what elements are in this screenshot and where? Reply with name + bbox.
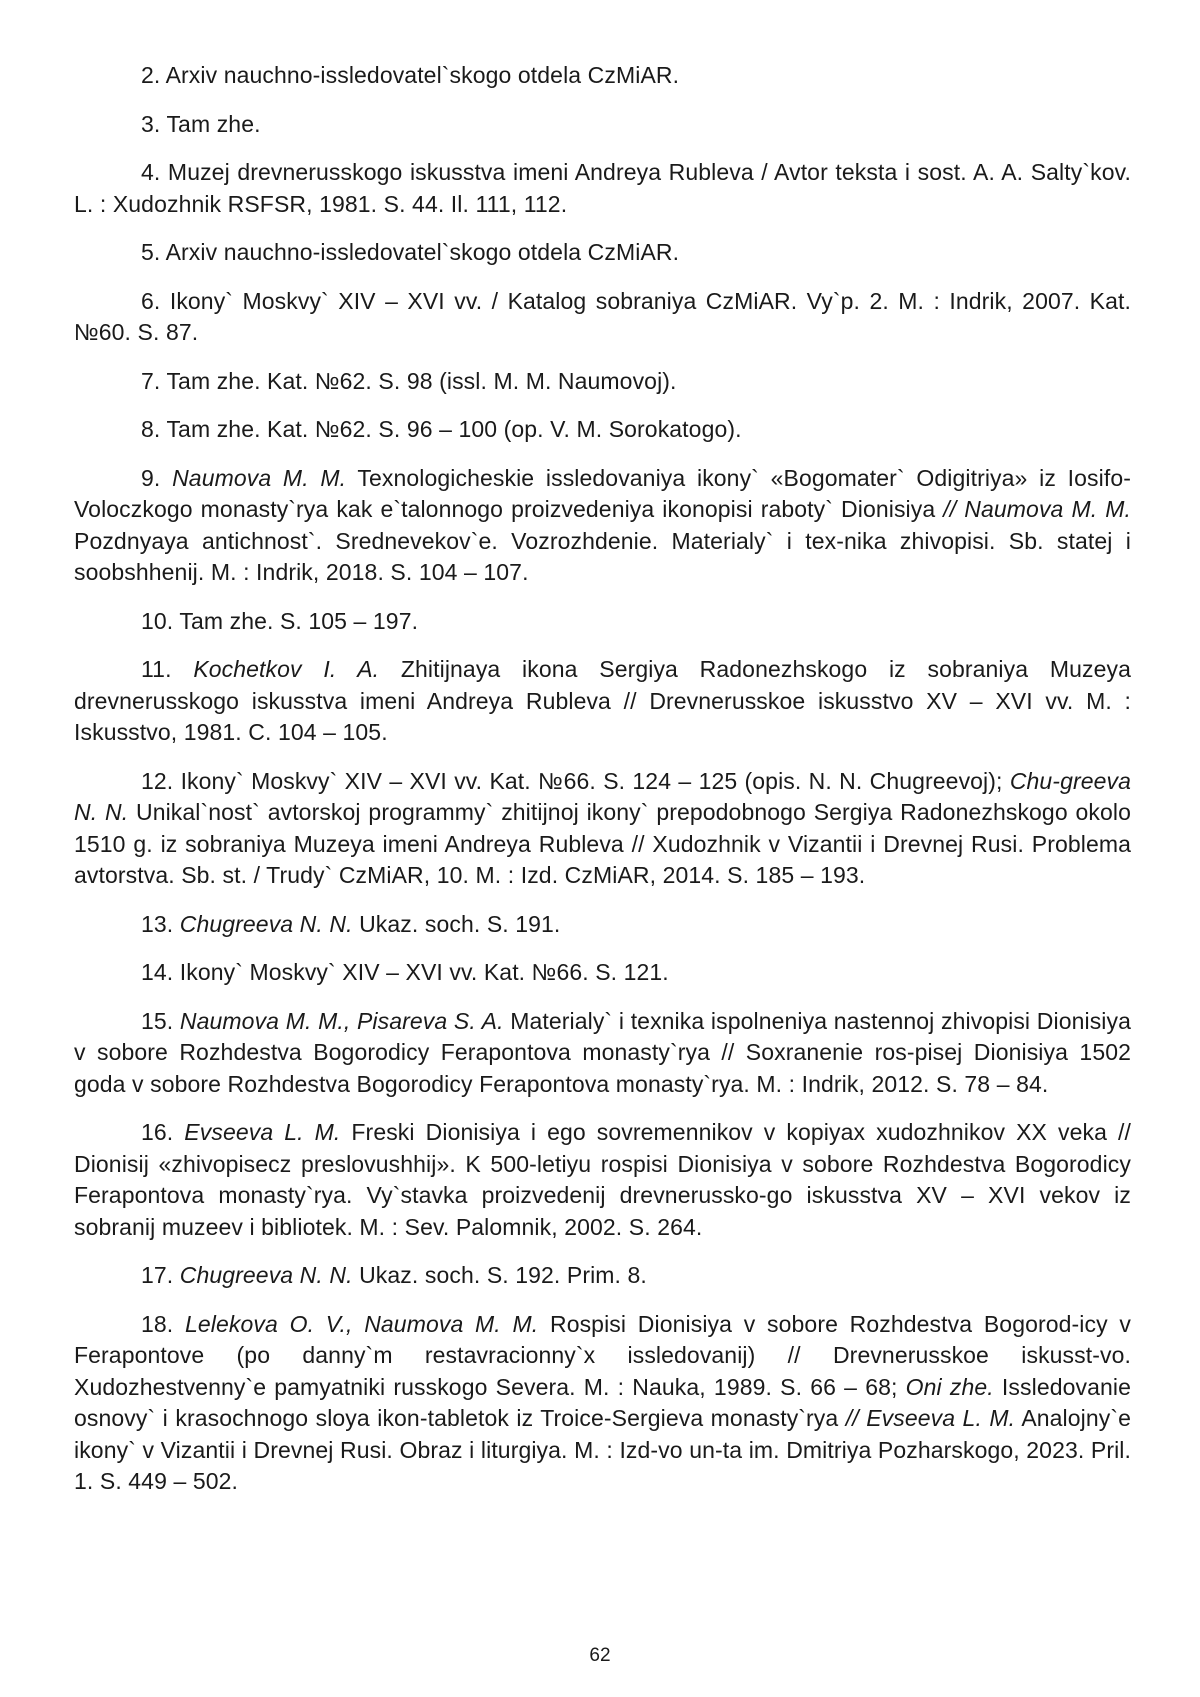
endnote-text: 8. Tam zhe. Kat. №62. S. 96 – 100 (op. V. M. Sorokatogo). [141, 416, 742, 442]
endnote-text: Ukaz. soch. S. 191. [352, 910, 561, 937]
endnote-text: 6. Ikony` Moskvy` XIV – XVI vv. / Katalog sobraniya CzMiAR. Vy`p. 2. M. : Indrik, 2007. Kat. №60. S. 87. [74, 287, 1131, 345]
endnote-text: Issledovanie osnovy` i krasochnogo sloya ikon-tabletok iz Troice-Sergieva monasty`rya [74, 1373, 1131, 1431]
endnote-text: 16. [141, 1119, 185, 1145]
endnote [74, 1260, 1131, 1292]
endnote-author: Naumova M. M. [172, 464, 347, 491]
endnote [74, 237, 1131, 269]
endnote-text: 7. Tam zhe. Kat. №62. S. 98 (issl. M. M. Naumovoj). [141, 367, 677, 394]
endnote [74, 60, 1131, 92]
endnote [74, 286, 1131, 349]
endnote-text: 2. Arxiv nauchno-issledovatel`skogo otdela CzMiAR. [141, 62, 680, 88]
endnote-text: 10. Tam zhe. S. 105 – 197. [141, 607, 419, 634]
endnote-author: Lelekova O. V., Naumova M. M. [185, 1310, 539, 1337]
endnote [74, 606, 1131, 638]
endnote-text: 13. [141, 910, 180, 937]
endnote-author: // Naumova M. M. [943, 496, 1131, 522]
endnote-text: 3. Tam zhe. [141, 110, 261, 137]
endnote-text: Zhitijnaya ikona Sergiya Radonezhskogo iz sobraniya Muzeya drevnerusskogo iskusstva imeni Andreya Rubleva // Drevnerusskoe iskusstvo XV – XVI vv. M. : Iskusstvo, 1981. C. 104 – 105. [74, 656, 1131, 745]
endnote [74, 1006, 1131, 1101]
endnote [74, 414, 1131, 446]
endnote-text: Materialy` i texnika ispolneniya nastennoj zhivopisi Dionisiya v sobore Rozhdestva Bogorodicy Ferapontova monasty`rya // Soxranenie ros-pisej Dionisiya 1502 goda v sobore Rozhdestva Bogorodicy Ferapontova monasty`rya. M. : Indrik, 2012. S. 78 – 84. [74, 1007, 1131, 1097]
endnote-author: Evseeva L. M. [184, 1119, 341, 1145]
endnote-author: Oni zhe. [905, 1373, 994, 1400]
endnote [74, 957, 1131, 989]
endnote-text: Unikal`nost` avtorskoj programmy` zhitijnoj ikony` prepodobnogo Sergiya Radonezhskogo okolo 1510 g. iz sobraniya Muzeya imeni Andreya Rubleva // Xudozhnik v Vizantii i Drevnej Rusi. Problema avtorstva. Sb. st. / Trudy` CzMiAR, 10. M. : Izd. CzMiAR, 2014. S. 185 – 193. [74, 799, 1131, 888]
page-number: 62 [589, 1645, 611, 1666]
endnote-author: Chugreeva N. N. [179, 910, 353, 937]
endnote [74, 909, 1131, 941]
endnote-text: Texnologicheskie issledovaniya ikony` «Bogomater` Odigitriya» iz Iosifo-Voloczkogo monasty`rya kak e`talonnogo proizvedeniya ikonopisi raboty` Dionisiya [74, 464, 1131, 522]
endnotes-list [74, 60, 1131, 1515]
endnote-text: 12. Ikony` Moskvy` XIV – XVI vv. Kat. №66. S. 124 – 125 (opis. N. N. Chugreevoj); [141, 767, 1010, 794]
endnote [74, 1117, 1131, 1243]
endnote-text: 11. [141, 656, 194, 682]
endnote-text: 14. Ikony` Moskvy` XIV – XVI vv. Kat. №66. S. 121. [141, 959, 669, 985]
endnote-text: Ukaz. soch. S. 192. Prim. 8. [352, 1262, 647, 1288]
endnote-text: 4. Muzej drevnerusskogo iskusstva imeni Andreya Rubleva / Avtor teksta i sost. A. A. Salty`kov. L. : Xudozhnik RSFSR, 1981. S. 44. Il. 111, 112. [74, 159, 1131, 217]
endnote-author: Kochetkov I. A. [193, 656, 380, 682]
endnote-author: // Evseeva L. M. [845, 1405, 1016, 1431]
endnote-text: 9. [141, 464, 173, 491]
endnote [74, 463, 1131, 589]
endnote [74, 157, 1131, 220]
endnote [74, 109, 1131, 141]
endnote-author: Chugreeva N. N. [179, 1262, 353, 1288]
endnote-text: 5. Arxiv nauchno-issledovatel`skogo otdela CzMiAR. [141, 239, 680, 265]
endnote [74, 366, 1131, 398]
endnote-author: Naumova M. M., Pisareva S. A. [179, 1007, 504, 1034]
endnote-text: 17. [141, 1262, 180, 1288]
endnote-author: Chu-greeva N. N. [74, 767, 1131, 825]
endnote-text: 18. [141, 1310, 185, 1337]
endnote [74, 1309, 1131, 1498]
endnote-text: Rospisi Dionisiya v sobore Rozhdestva Bogorod-icy v Ferapontove (po danny`m restavracionny`x issledovanij) // Drevnerusskoe iskusst-vo. Xudozhestvenny`e pamyatniki russkogo Severa. M. : Nauka, 1989. S. 66 – 68; [74, 1310, 1131, 1400]
endnote-text: 15. [141, 1007, 180, 1034]
endnote [74, 654, 1131, 749]
endnote-text: Pozdnyaya antichnost`. Srednevekov`e. Vozrozhdenie. Materialy` i tex-nika zhivopisi. Sb. statej i soobshhenij. M. : Indrik, 2018. S. 104 – 107. [74, 527, 1131, 585]
endnote [74, 766, 1131, 892]
endnote-text: Analojny`e ikony` v Vizantii i Drevnej Rusi. Obraz i liturgiya. M. : Izd-vo un-ta im. Dmitriya Pozharskogo, 2023. Pril. 1. S. 449 – 502. [74, 1405, 1132, 1494]
endnote-text: Freski Dionisiya i ego sovremennikov v kopiyax xudozhnikov XX veka // Dionisij «zhivopisecz preslovushhij». K 500-letiyu rospisi Dionisiya v sobore Rozhdestva Bogorodicy Ferapontova monasty`rya. Vy`stavka proizvedenij drevnerussko-go iskusstva XV – XVI vekov iz sobranij muzeev i bibliotek. M. : Sev. Palomnik, 2002. S. 264. [74, 1119, 1131, 1240]
